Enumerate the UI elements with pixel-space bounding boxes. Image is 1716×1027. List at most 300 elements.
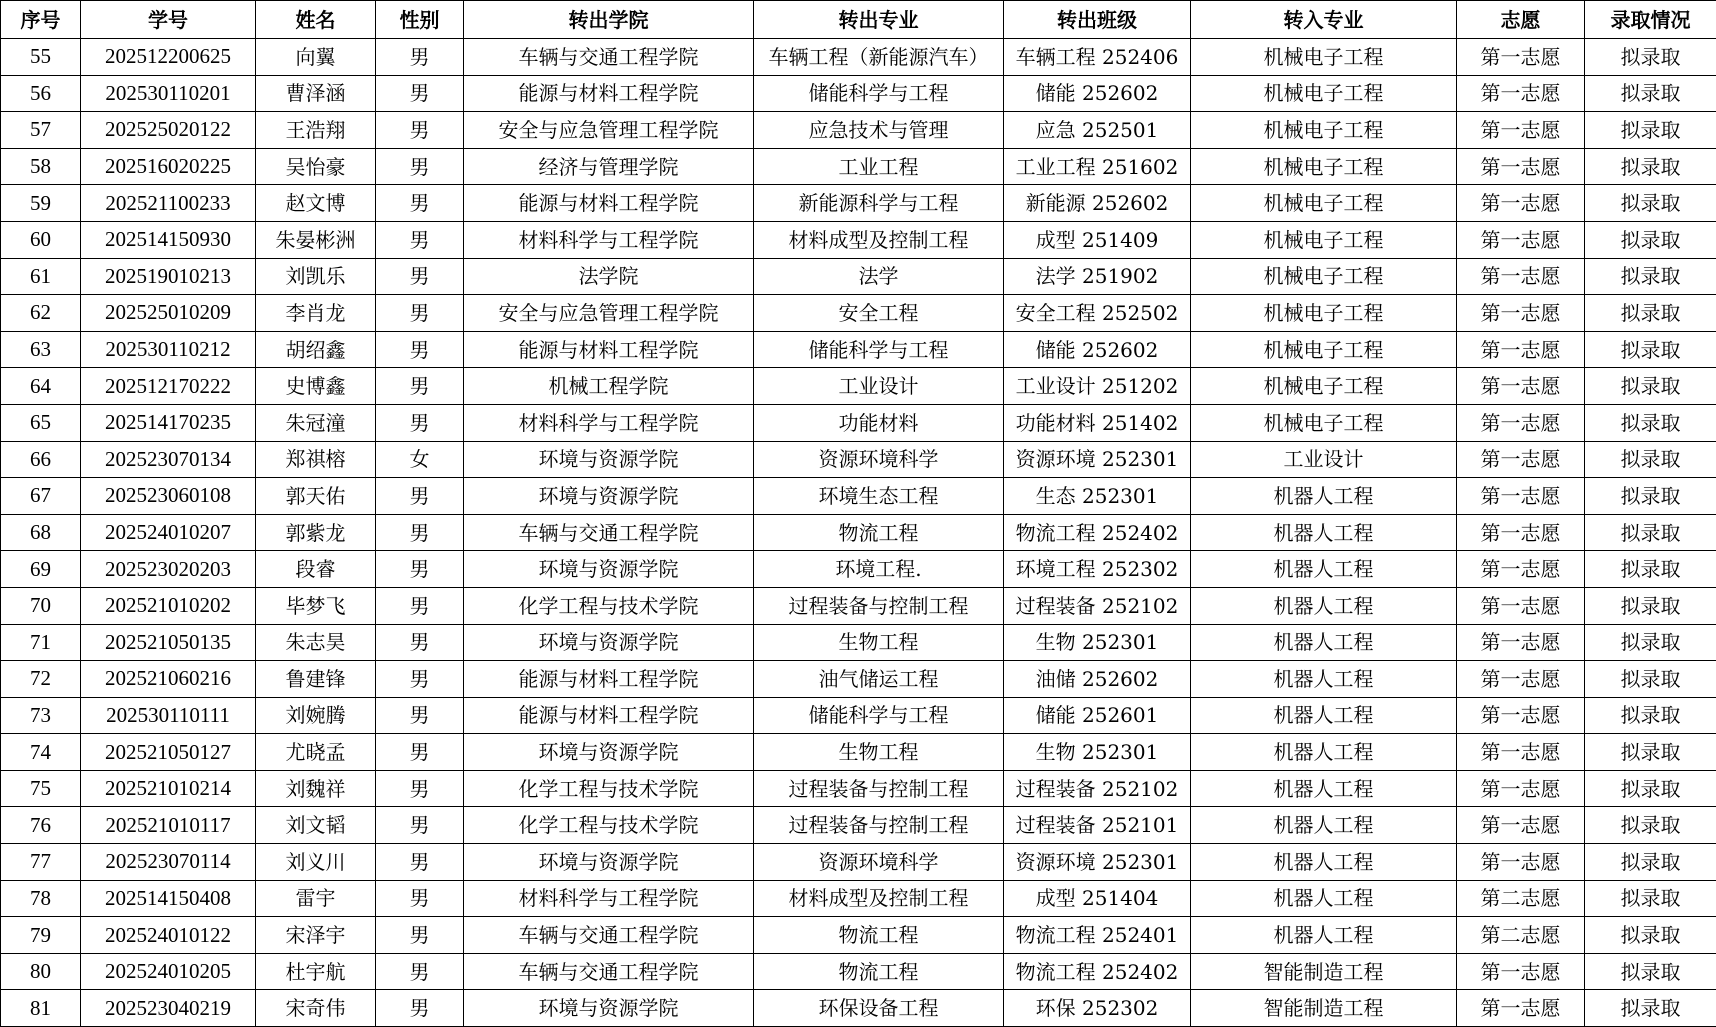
cell-preference: 第一志愿 bbox=[1457, 478, 1585, 515]
cell-to-major: 机器人工程 bbox=[1191, 478, 1457, 515]
cell-student-id: 202530110212 bbox=[81, 331, 256, 368]
cell-from-college: 能源与材料工程学院 bbox=[464, 185, 754, 222]
cell-admission-status: 拟录取 bbox=[1585, 75, 1716, 112]
table-row bbox=[1, 697, 1716, 734]
cell-admission-status: 拟录取 bbox=[1585, 624, 1716, 661]
cell-name: 宋奇伟 bbox=[256, 990, 376, 1027]
cell-preference: 第一志愿 bbox=[1457, 624, 1585, 661]
cell-seq: 77 bbox=[1, 844, 81, 881]
cell-from-class: 新能源 252602 bbox=[1004, 185, 1191, 222]
cell-preference: 第一志愿 bbox=[1457, 112, 1585, 149]
cell-student-id: 202519010213 bbox=[81, 258, 256, 295]
cell-seq: 60 bbox=[1, 221, 81, 258]
cell-from-college: 能源与材料工程学院 bbox=[464, 697, 754, 734]
cell-student-id: 202512170222 bbox=[81, 368, 256, 405]
cell-student-id: 202523040219 bbox=[81, 990, 256, 1027]
cell-from-class: 生态 252301 bbox=[1004, 478, 1191, 515]
cell-preference: 第一志愿 bbox=[1457, 185, 1585, 222]
cell-preference: 第一志愿 bbox=[1457, 258, 1585, 295]
cell-admission-status: 拟录取 bbox=[1585, 295, 1716, 332]
cell-name: 朱志昊 bbox=[256, 624, 376, 661]
cell-name: 史博鑫 bbox=[256, 368, 376, 405]
cell-seq: 69 bbox=[1, 551, 81, 588]
cell-name: 刘魏祥 bbox=[256, 770, 376, 807]
cell-gender: 男 bbox=[376, 770, 464, 807]
cell-admission-status: 拟录取 bbox=[1585, 221, 1716, 258]
cell-from-major: 储能科学与工程 bbox=[754, 331, 1004, 368]
cell-to-major: 机械电子工程 bbox=[1191, 148, 1457, 185]
cell-gender: 男 bbox=[376, 990, 464, 1027]
cell-from-college: 法学院 bbox=[464, 258, 754, 295]
cell-preference: 第一志愿 bbox=[1457, 587, 1585, 624]
cell-gender: 男 bbox=[376, 697, 464, 734]
cell-gender: 男 bbox=[376, 661, 464, 698]
header-admission-status: 录取情况 bbox=[1585, 1, 1716, 39]
table-row bbox=[1, 258, 1716, 295]
cell-gender: 男 bbox=[376, 148, 464, 185]
cell-student-id: 202521010214 bbox=[81, 770, 256, 807]
cell-name: 杜宇航 bbox=[256, 953, 376, 990]
cell-seq: 81 bbox=[1, 990, 81, 1027]
cell-from-major: 工业设计 bbox=[754, 368, 1004, 405]
cell-gender: 男 bbox=[376, 807, 464, 844]
cell-preference: 第一志愿 bbox=[1457, 39, 1585, 76]
cell-from-major: 工业工程 bbox=[754, 148, 1004, 185]
header-preference: 志愿 bbox=[1457, 1, 1585, 39]
cell-name: 刘婉腾 bbox=[256, 697, 376, 734]
cell-to-major: 机器人工程 bbox=[1191, 514, 1457, 551]
cell-name: 郭天佑 bbox=[256, 478, 376, 515]
cell-seq: 61 bbox=[1, 258, 81, 295]
cell-name: 胡绍鑫 bbox=[256, 331, 376, 368]
cell-admission-status: 拟录取 bbox=[1585, 734, 1716, 771]
cell-admission-status: 拟录取 bbox=[1585, 880, 1716, 917]
cell-to-major: 智能制造工程 bbox=[1191, 953, 1457, 990]
cell-seq: 74 bbox=[1, 734, 81, 771]
cell-gender: 男 bbox=[376, 624, 464, 661]
header-seq: 序号 bbox=[1, 1, 81, 39]
cell-from-class: 成型 251409 bbox=[1004, 221, 1191, 258]
cell-preference: 第一志愿 bbox=[1457, 661, 1585, 698]
cell-seq: 76 bbox=[1, 807, 81, 844]
cell-admission-status: 拟录取 bbox=[1585, 258, 1716, 295]
cell-student-id: 202530110111 bbox=[81, 697, 256, 734]
cell-admission-status: 拟录取 bbox=[1585, 807, 1716, 844]
cell-preference: 第一志愿 bbox=[1457, 404, 1585, 441]
cell-to-major: 机器人工程 bbox=[1191, 697, 1457, 734]
cell-student-id: 202530110201 bbox=[81, 75, 256, 112]
cell-seq: 75 bbox=[1, 770, 81, 807]
cell-from-class: 物流工程 252402 bbox=[1004, 953, 1191, 990]
cell-student-id: 202514150408 bbox=[81, 880, 256, 917]
cell-to-major: 机械电子工程 bbox=[1191, 368, 1457, 405]
cell-name: 毕梦飞 bbox=[256, 587, 376, 624]
table-row bbox=[1, 551, 1716, 588]
cell-admission-status: 拟录取 bbox=[1585, 661, 1716, 698]
cell-gender: 男 bbox=[376, 551, 464, 588]
cell-to-major: 机器人工程 bbox=[1191, 844, 1457, 881]
cell-from-major: 资源环境科学 bbox=[754, 441, 1004, 478]
cell-to-major: 机械电子工程 bbox=[1191, 185, 1457, 222]
table-body bbox=[1, 39, 1716, 1027]
cell-admission-status: 拟录取 bbox=[1585, 953, 1716, 990]
cell-student-id: 202524010205 bbox=[81, 953, 256, 990]
cell-preference: 第一志愿 bbox=[1457, 75, 1585, 112]
cell-seq: 65 bbox=[1, 404, 81, 441]
cell-from-class: 资源环境 252301 bbox=[1004, 441, 1191, 478]
cell-student-id: 202521100233 bbox=[81, 185, 256, 222]
cell-from-class: 功能材料 251402 bbox=[1004, 404, 1191, 441]
cell-from-major: 环境工程. bbox=[754, 551, 1004, 588]
cell-name: 刘义川 bbox=[256, 844, 376, 881]
cell-seq: 55 bbox=[1, 39, 81, 76]
cell-to-major: 机器人工程 bbox=[1191, 587, 1457, 624]
cell-to-major: 机械电子工程 bbox=[1191, 221, 1457, 258]
cell-from-major: 储能科学与工程 bbox=[754, 75, 1004, 112]
header-row bbox=[1, 1, 1716, 39]
cell-gender: 男 bbox=[376, 221, 464, 258]
cell-seq: 59 bbox=[1, 185, 81, 222]
table-row bbox=[1, 844, 1716, 881]
table-row bbox=[1, 331, 1716, 368]
cell-from-college: 环境与资源学院 bbox=[464, 478, 754, 515]
table-row bbox=[1, 221, 1716, 258]
cell-preference: 第一志愿 bbox=[1457, 148, 1585, 185]
cell-admission-status: 拟录取 bbox=[1585, 844, 1716, 881]
cell-preference: 第一志愿 bbox=[1457, 331, 1585, 368]
cell-from-class: 资源环境 252301 bbox=[1004, 844, 1191, 881]
table-row bbox=[1, 478, 1716, 515]
cell-name: 朱冠潼 bbox=[256, 404, 376, 441]
table-row bbox=[1, 148, 1716, 185]
table-row bbox=[1, 661, 1716, 698]
table-row bbox=[1, 587, 1716, 624]
cell-name: 尤晓孟 bbox=[256, 734, 376, 771]
cell-from-major: 物流工程 bbox=[754, 514, 1004, 551]
cell-student-id: 202521050135 bbox=[81, 624, 256, 661]
cell-from-college: 化学工程与技术学院 bbox=[464, 587, 754, 624]
cell-from-major: 储能科学与工程 bbox=[754, 697, 1004, 734]
cell-preference: 第一志愿 bbox=[1457, 844, 1585, 881]
cell-gender: 男 bbox=[376, 404, 464, 441]
cell-from-college: 材料科学与工程学院 bbox=[464, 404, 754, 441]
cell-to-major: 机器人工程 bbox=[1191, 917, 1457, 954]
table-row bbox=[1, 185, 1716, 222]
cell-from-college: 环境与资源学院 bbox=[464, 734, 754, 771]
cell-seq: 67 bbox=[1, 478, 81, 515]
table-row bbox=[1, 953, 1716, 990]
cell-admission-status: 拟录取 bbox=[1585, 587, 1716, 624]
cell-seq: 80 bbox=[1, 953, 81, 990]
cell-gender: 男 bbox=[376, 917, 464, 954]
cell-seq: 79 bbox=[1, 917, 81, 954]
cell-from-major: 油气储运工程 bbox=[754, 661, 1004, 698]
cell-seq: 64 bbox=[1, 368, 81, 405]
cell-from-class: 过程装备 252101 bbox=[1004, 807, 1191, 844]
cell-from-class: 安全工程 252502 bbox=[1004, 295, 1191, 332]
table-row bbox=[1, 295, 1716, 332]
cell-from-class: 储能 252602 bbox=[1004, 75, 1191, 112]
cell-admission-status: 拟录取 bbox=[1585, 368, 1716, 405]
cell-from-college: 环境与资源学院 bbox=[464, 844, 754, 881]
cell-from-college: 环境与资源学院 bbox=[464, 551, 754, 588]
cell-from-major: 功能材料 bbox=[754, 404, 1004, 441]
cell-from-class: 过程装备 252102 bbox=[1004, 587, 1191, 624]
cell-gender: 男 bbox=[376, 295, 464, 332]
cell-name: 宋泽宇 bbox=[256, 917, 376, 954]
cell-seq: 70 bbox=[1, 587, 81, 624]
cell-to-major: 机器人工程 bbox=[1191, 624, 1457, 661]
cell-student-id: 202525020122 bbox=[81, 112, 256, 149]
cell-student-id: 202524010122 bbox=[81, 917, 256, 954]
cell-seq: 62 bbox=[1, 295, 81, 332]
cell-admission-status: 拟录取 bbox=[1585, 39, 1716, 76]
cell-gender: 男 bbox=[376, 514, 464, 551]
cell-from-major: 物流工程 bbox=[754, 953, 1004, 990]
cell-from-college: 化学工程与技术学院 bbox=[464, 807, 754, 844]
cell-preference: 第一志愿 bbox=[1457, 770, 1585, 807]
cell-from-college: 环境与资源学院 bbox=[464, 624, 754, 661]
cell-to-major: 机械电子工程 bbox=[1191, 75, 1457, 112]
cell-seq: 78 bbox=[1, 880, 81, 917]
cell-from-class: 环保 252302 bbox=[1004, 990, 1191, 1027]
cell-from-major: 过程装备与控制工程 bbox=[754, 587, 1004, 624]
cell-name: 向翼 bbox=[256, 39, 376, 76]
cell-gender: 男 bbox=[376, 331, 464, 368]
cell-admission-status: 拟录取 bbox=[1585, 770, 1716, 807]
cell-student-id: 202523020203 bbox=[81, 551, 256, 588]
cell-seq: 58 bbox=[1, 148, 81, 185]
header-to-major: 转入专业 bbox=[1191, 1, 1457, 39]
cell-admission-status: 拟录取 bbox=[1585, 148, 1716, 185]
cell-name: 曹泽涵 bbox=[256, 75, 376, 112]
cell-preference: 第一志愿 bbox=[1457, 697, 1585, 734]
cell-student-id: 202523060108 bbox=[81, 478, 256, 515]
cell-to-major: 机械电子工程 bbox=[1191, 404, 1457, 441]
cell-from-major: 物流工程 bbox=[754, 917, 1004, 954]
cell-from-college: 环境与资源学院 bbox=[464, 441, 754, 478]
cell-name: 赵文博 bbox=[256, 185, 376, 222]
cell-from-college: 能源与材料工程学院 bbox=[464, 331, 754, 368]
cell-student-id: 202514150930 bbox=[81, 221, 256, 258]
cell-from-major: 材料成型及控制工程 bbox=[754, 221, 1004, 258]
cell-gender: 女 bbox=[376, 441, 464, 478]
table-row bbox=[1, 880, 1716, 917]
cell-to-major: 机械电子工程 bbox=[1191, 112, 1457, 149]
cell-to-major: 机器人工程 bbox=[1191, 807, 1457, 844]
cell-from-major: 车辆工程（新能源汽车） bbox=[754, 39, 1004, 76]
table-row bbox=[1, 39, 1716, 76]
cell-from-college: 经济与管理学院 bbox=[464, 148, 754, 185]
cell-admission-status: 拟录取 bbox=[1585, 990, 1716, 1027]
cell-from-class: 油储 252602 bbox=[1004, 661, 1191, 698]
cell-name: 王浩翔 bbox=[256, 112, 376, 149]
cell-to-major: 机器人工程 bbox=[1191, 770, 1457, 807]
cell-gender: 男 bbox=[376, 258, 464, 295]
cell-seq: 68 bbox=[1, 514, 81, 551]
cell-from-class: 应急 252501 bbox=[1004, 112, 1191, 149]
cell-gender: 男 bbox=[376, 587, 464, 624]
cell-from-class: 物流工程 252402 bbox=[1004, 514, 1191, 551]
cell-to-major: 机器人工程 bbox=[1191, 661, 1457, 698]
cell-to-major: 机器人工程 bbox=[1191, 734, 1457, 771]
cell-name: 雷宇 bbox=[256, 880, 376, 917]
cell-student-id: 202524010207 bbox=[81, 514, 256, 551]
cell-from-college: 材料科学与工程学院 bbox=[464, 221, 754, 258]
cell-to-major: 机器人工程 bbox=[1191, 551, 1457, 588]
table-row bbox=[1, 734, 1716, 771]
cell-admission-status: 拟录取 bbox=[1585, 441, 1716, 478]
cell-admission-status: 拟录取 bbox=[1585, 478, 1716, 515]
cell-name: 李肖龙 bbox=[256, 295, 376, 332]
cell-from-class: 法学 251902 bbox=[1004, 258, 1191, 295]
cell-name: 刘文韬 bbox=[256, 807, 376, 844]
cell-from-major: 环保设备工程 bbox=[754, 990, 1004, 1027]
cell-from-major: 资源环境科学 bbox=[754, 844, 1004, 881]
cell-from-college: 材料科学与工程学院 bbox=[464, 880, 754, 917]
cell-from-college: 安全与应急管理工程学院 bbox=[464, 112, 754, 149]
cell-seq: 57 bbox=[1, 112, 81, 149]
cell-to-major: 机械电子工程 bbox=[1191, 295, 1457, 332]
cell-from-college: 化学工程与技术学院 bbox=[464, 770, 754, 807]
cell-from-class: 工业工程 251602 bbox=[1004, 148, 1191, 185]
cell-from-class: 储能 252602 bbox=[1004, 331, 1191, 368]
cell-admission-status: 拟录取 bbox=[1585, 331, 1716, 368]
cell-gender: 男 bbox=[376, 880, 464, 917]
cell-from-class: 成型 251404 bbox=[1004, 880, 1191, 917]
cell-name: 郭紫龙 bbox=[256, 514, 376, 551]
header-gender: 性别 bbox=[376, 1, 464, 39]
cell-from-class: 生物 252301 bbox=[1004, 624, 1191, 661]
cell-student-id: 202514170235 bbox=[81, 404, 256, 441]
cell-admission-status: 拟录取 bbox=[1585, 514, 1716, 551]
table-row bbox=[1, 624, 1716, 661]
cell-from-class: 环境工程 252302 bbox=[1004, 551, 1191, 588]
cell-from-class: 工业设计 251202 bbox=[1004, 368, 1191, 405]
table-row bbox=[1, 441, 1716, 478]
table-row bbox=[1, 917, 1716, 954]
cell-to-major: 智能制造工程 bbox=[1191, 990, 1457, 1027]
cell-from-major: 生物工程 bbox=[754, 624, 1004, 661]
cell-student-id: 202523070134 bbox=[81, 441, 256, 478]
cell-from-college: 车辆与交通工程学院 bbox=[464, 514, 754, 551]
cell-student-id: 202521050127 bbox=[81, 734, 256, 771]
cell-from-class: 车辆工程 252406 bbox=[1004, 39, 1191, 76]
cell-name: 朱晏彬洲 bbox=[256, 221, 376, 258]
cell-from-major: 生物工程 bbox=[754, 734, 1004, 771]
header-student-id: 学号 bbox=[81, 1, 256, 39]
cell-admission-status: 拟录取 bbox=[1585, 697, 1716, 734]
cell-preference: 第一志愿 bbox=[1457, 734, 1585, 771]
cell-student-id: 202512200625 bbox=[81, 39, 256, 76]
cell-from-college: 车辆与交通工程学院 bbox=[464, 953, 754, 990]
cell-from-major: 材料成型及控制工程 bbox=[754, 880, 1004, 917]
table-row bbox=[1, 75, 1716, 112]
cell-admission-status: 拟录取 bbox=[1585, 404, 1716, 441]
cell-admission-status: 拟录取 bbox=[1585, 917, 1716, 954]
cell-student-id: 202525010209 bbox=[81, 295, 256, 332]
cell-gender: 男 bbox=[376, 75, 464, 112]
cell-student-id: 202523070114 bbox=[81, 844, 256, 881]
cell-from-college: 环境与资源学院 bbox=[464, 990, 754, 1027]
cell-preference: 第一志愿 bbox=[1457, 551, 1585, 588]
cell-from-college: 能源与材料工程学院 bbox=[464, 661, 754, 698]
cell-from-class: 过程装备 252102 bbox=[1004, 770, 1191, 807]
cell-from-college: 车辆与交通工程学院 bbox=[464, 917, 754, 954]
cell-gender: 男 bbox=[376, 368, 464, 405]
cell-seq: 56 bbox=[1, 75, 81, 112]
cell-name: 刘凯乐 bbox=[256, 258, 376, 295]
cell-seq: 63 bbox=[1, 331, 81, 368]
cell-name: 郑祺榕 bbox=[256, 441, 376, 478]
cell-student-id: 202516020225 bbox=[81, 148, 256, 185]
cell-name: 段睿 bbox=[256, 551, 376, 588]
cell-from-class: 储能 252601 bbox=[1004, 697, 1191, 734]
cell-preference: 第二志愿 bbox=[1457, 880, 1585, 917]
cell-to-major: 机器人工程 bbox=[1191, 880, 1457, 917]
header-from-college: 转出学院 bbox=[464, 1, 754, 39]
cell-admission-status: 拟录取 bbox=[1585, 185, 1716, 222]
cell-gender: 男 bbox=[376, 478, 464, 515]
cell-from-major: 应急技术与管理 bbox=[754, 112, 1004, 149]
cell-gender: 男 bbox=[376, 844, 464, 881]
cell-from-class: 生物 252301 bbox=[1004, 734, 1191, 771]
table-row bbox=[1, 514, 1716, 551]
cell-student-id: 202521010202 bbox=[81, 587, 256, 624]
cell-gender: 男 bbox=[376, 953, 464, 990]
cell-from-major: 过程装备与控制工程 bbox=[754, 770, 1004, 807]
cell-student-id: 202521060216 bbox=[81, 661, 256, 698]
cell-preference: 第一志愿 bbox=[1457, 990, 1585, 1027]
cell-from-college: 能源与材料工程学院 bbox=[464, 75, 754, 112]
cell-preference: 第一志愿 bbox=[1457, 368, 1585, 405]
header-from-major: 转出专业 bbox=[754, 1, 1004, 39]
table-row bbox=[1, 112, 1716, 149]
cell-gender: 男 bbox=[376, 112, 464, 149]
table-row bbox=[1, 404, 1716, 441]
cell-gender: 男 bbox=[376, 734, 464, 771]
cell-preference: 第二志愿 bbox=[1457, 917, 1585, 954]
cell-preference: 第一志愿 bbox=[1457, 441, 1585, 478]
cell-preference: 第一志愿 bbox=[1457, 295, 1585, 332]
cell-gender: 男 bbox=[376, 39, 464, 76]
cell-from-major: 过程装备与控制工程 bbox=[754, 807, 1004, 844]
cell-preference: 第一志愿 bbox=[1457, 953, 1585, 990]
cell-seq: 73 bbox=[1, 697, 81, 734]
cell-from-college: 安全与应急管理工程学院 bbox=[464, 295, 754, 332]
cell-name: 鲁建锋 bbox=[256, 661, 376, 698]
cell-preference: 第一志愿 bbox=[1457, 807, 1585, 844]
cell-admission-status: 拟录取 bbox=[1585, 112, 1716, 149]
header-from-class: 转出班级 bbox=[1004, 1, 1191, 39]
cell-from-college: 车辆与交通工程学院 bbox=[464, 39, 754, 76]
cell-seq: 72 bbox=[1, 661, 81, 698]
table-row bbox=[1, 990, 1716, 1027]
cell-seq: 71 bbox=[1, 624, 81, 661]
cell-from-college: 机械工程学院 bbox=[464, 368, 754, 405]
cell-from-major: 环境生态工程 bbox=[754, 478, 1004, 515]
cell-to-major: 机械电子工程 bbox=[1191, 258, 1457, 295]
cell-to-major: 机械电子工程 bbox=[1191, 331, 1457, 368]
cell-gender: 男 bbox=[376, 185, 464, 222]
cell-from-class: 物流工程 252401 bbox=[1004, 917, 1191, 954]
cell-admission-status: 拟录取 bbox=[1585, 551, 1716, 588]
cell-from-major: 法学 bbox=[754, 258, 1004, 295]
cell-from-major: 新能源科学与工程 bbox=[754, 185, 1004, 222]
cell-name: 吴怡豪 bbox=[256, 148, 376, 185]
cell-to-major: 机械电子工程 bbox=[1191, 39, 1457, 76]
header-name: 姓名 bbox=[256, 1, 376, 39]
